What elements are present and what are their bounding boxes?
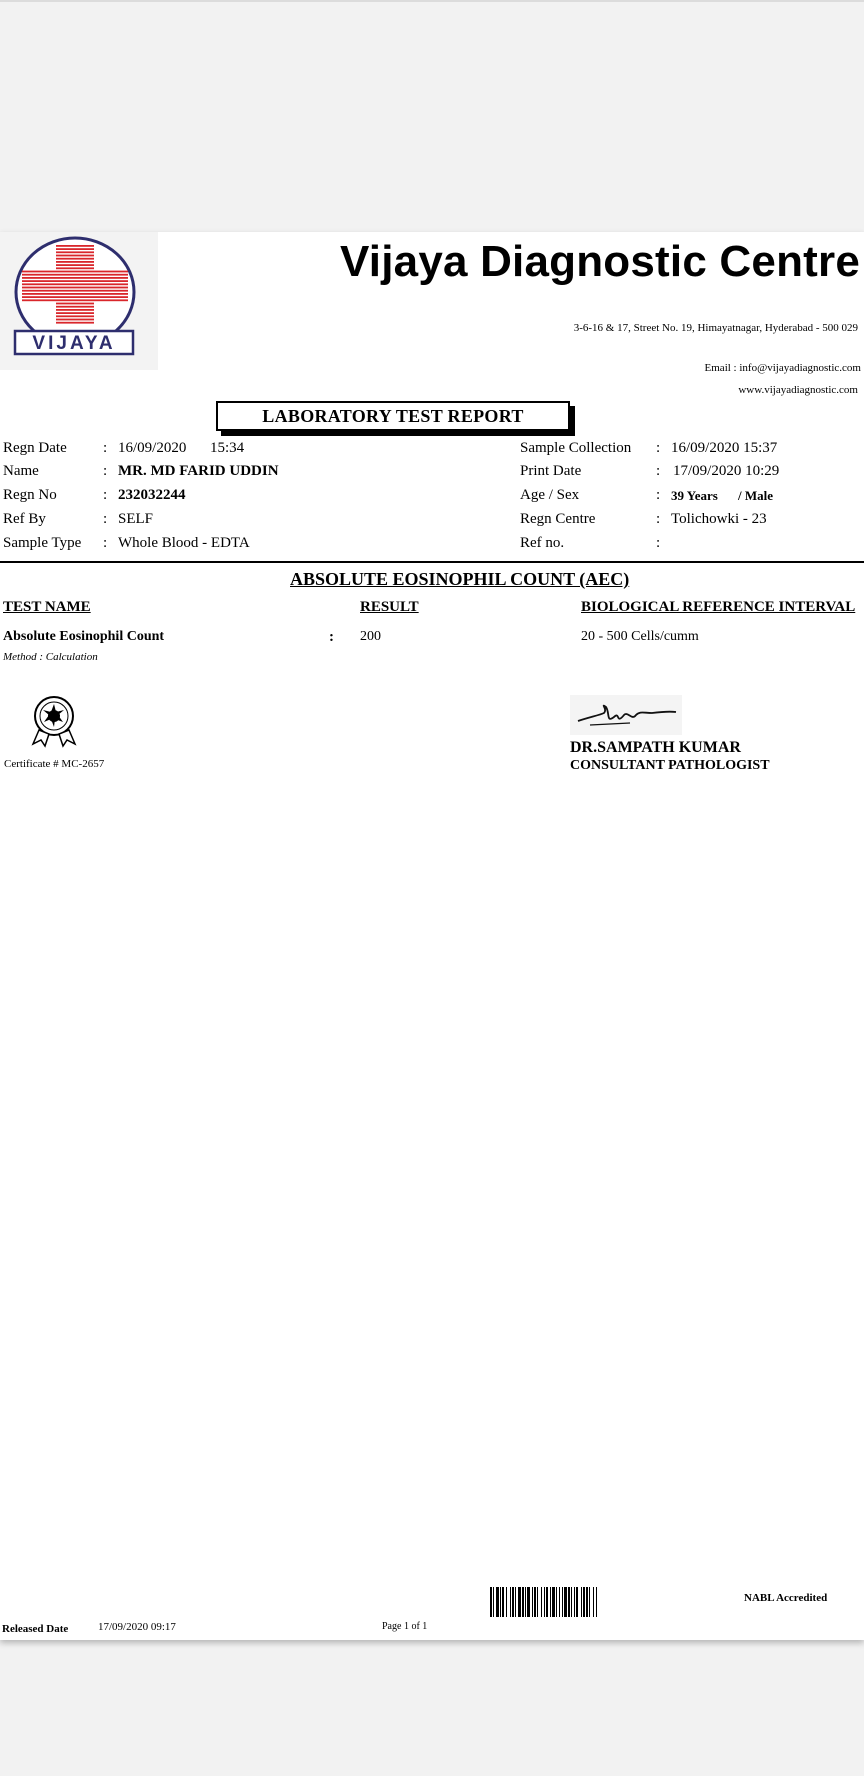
barcode-bar — [593, 1587, 594, 1617]
signature-box — [570, 695, 682, 735]
lab-address: 3-6-16 & 17, Street No. 19, Himayatnagar, Hyderabad - 500 029 — [573, 322, 858, 334]
cross-stripe — [22, 280, 128, 282]
barcode-bar — [576, 1587, 578, 1617]
barcode-icon — [490, 1587, 694, 1617]
col-result: RESULT — [360, 599, 419, 615]
barcode-bar — [534, 1587, 536, 1617]
barcode-bar — [515, 1587, 516, 1617]
barcode-bar — [490, 1587, 492, 1617]
sample-type-sep: : — [103, 535, 108, 551]
cross-stripe — [22, 290, 128, 292]
barcode-bar — [556, 1587, 557, 1617]
cross-stripe — [22, 283, 128, 285]
lab-email: Email : info@vijayadiagnostic.com — [704, 362, 861, 374]
barcode-bar — [596, 1587, 597, 1617]
barcode-bar — [537, 1587, 538, 1617]
regn-date-value: 16/09/2020 — [118, 440, 187, 456]
cross-stripe — [22, 274, 128, 276]
test-ref-interval: 20 - 500 Cells/cumm — [581, 629, 699, 644]
sample-type-label: Sample Type — [3, 535, 82, 551]
barcode-bar — [552, 1587, 555, 1617]
barcode-bar — [550, 1587, 551, 1617]
cross-stripe — [56, 267, 94, 269]
report-page — [0, 232, 864, 1640]
barcode-bar — [527, 1587, 530, 1617]
barcode-bar — [493, 1587, 494, 1617]
name-label: Name — [3, 463, 39, 479]
ref-no-label: Ref no. — [520, 535, 565, 551]
regn-centre-value: Tolichowki - 23 — [671, 511, 767, 527]
regn-no-sep: : — [103, 487, 108, 503]
col-reference-interval: BIOLOGICAL REFERENCE INTERVAL — [581, 599, 856, 615]
cross-stripe — [56, 248, 94, 250]
ref-by-label: Ref By — [3, 511, 46, 527]
barcode-bar — [532, 1587, 533, 1617]
print-date-value: 17/09/2020 10:29 — [673, 463, 780, 479]
col-test-name: TEST NAME — [3, 599, 91, 615]
age-sex-sep: : — [656, 487, 661, 503]
top-divider — [0, 0, 864, 2]
barcode-bar — [562, 1587, 563, 1617]
barcode-bar — [581, 1587, 582, 1617]
cross-stripe — [56, 309, 94, 311]
barcode-bar — [522, 1587, 524, 1617]
cross-stripe — [22, 296, 128, 298]
barcode-bar — [559, 1587, 560, 1617]
cross-stripe — [56, 312, 94, 314]
barcode-bar — [510, 1587, 511, 1617]
barcode-bar — [544, 1587, 545, 1617]
sample-type-value: Whole Blood - EDTA — [118, 535, 250, 551]
lab-name: Vijaya Diagnostic Centre — [340, 237, 860, 286]
barcode-bar — [589, 1587, 590, 1617]
barcode-bar — [541, 1587, 542, 1617]
ref-by-value: SELF — [118, 511, 154, 527]
cross-stripe — [56, 264, 94, 266]
barcode-bar — [568, 1587, 570, 1617]
lab-website: www.vijayadiagnostic.com — [738, 384, 858, 396]
cross-stripe — [56, 315, 94, 317]
cross-stripe — [56, 258, 94, 260]
barcode-bar — [571, 1587, 572, 1617]
regn-time-value: 15:34 — [210, 440, 245, 456]
barcode-bar — [525, 1587, 526, 1617]
age-sex-label: Age / Sex — [520, 487, 580, 503]
regn-centre-sep: : — [656, 511, 661, 527]
certificate-number: Certificate # MC-2657 — [4, 758, 105, 770]
cross-stripe — [56, 245, 94, 247]
cross-stripe — [56, 319, 94, 321]
test-sep: : — [329, 629, 334, 645]
barcode-bar — [518, 1587, 521, 1617]
cross-stripe — [56, 322, 94, 324]
page-number: Page 1 of 1 — [382, 1621, 428, 1632]
cross-stripe — [22, 293, 128, 295]
sample-collection-value: 16/09/2020 15:37 — [671, 440, 778, 456]
logo-text: VIJAYA — [32, 333, 116, 354]
ref-no-sep: : — [656, 535, 661, 551]
released-date-label: Released Date — [2, 1623, 69, 1635]
report-title: LABORATORY TEST REPORT — [216, 401, 570, 431]
age-value: 39 Years — [671, 488, 718, 503]
sample-collection-label: Sample Collection — [520, 440, 632, 456]
test-result: 200 — [360, 629, 381, 644]
test-section-title: ABSOLUTE EOSINOPHIL COUNT (AEC) — [290, 569, 630, 589]
barcode-bar — [583, 1587, 585, 1617]
cross-stripe — [56, 251, 94, 253]
barcode-bar — [500, 1587, 501, 1617]
nabl-emblem-icon — [27, 694, 81, 748]
barcode-bar — [506, 1587, 507, 1617]
regn-no-label: Regn No — [3, 487, 57, 503]
cross-stripe — [22, 277, 128, 279]
ref-by-sep: : — [103, 511, 108, 527]
barcode-bar — [546, 1587, 548, 1617]
red-cross-logo-icon — [0, 232, 158, 370]
nabl-accredited: NABL Accredited — [744, 1592, 828, 1604]
sample-collection-sep: : — [656, 440, 661, 456]
print-date-label: Print Date — [520, 463, 582, 479]
cross-stripe — [22, 271, 128, 273]
regn-date-label: Regn Date — [3, 440, 67, 456]
cross-stripe — [22, 287, 128, 289]
test-method: Method : Calculation — [3, 651, 98, 663]
barcode-bars — [490, 1587, 597, 1617]
test-name: Absolute Eosinophil Count — [3, 629, 165, 644]
cross-stripe — [56, 261, 94, 263]
cross-stripe — [56, 255, 94, 257]
cross-stripe — [56, 306, 94, 308]
print-date-sep: : — [656, 463, 661, 479]
cross-stripe — [22, 299, 128, 301]
signatory-name: DR.SAMPATH KUMAR — [570, 739, 741, 756]
barcode-bar — [502, 1587, 504, 1617]
sex-value: / Male — [738, 488, 774, 503]
report-title-box — [216, 401, 570, 431]
vijaya-logo — [0, 232, 158, 370]
regn-no-value: 232032244 — [118, 487, 186, 503]
barcode-bar — [496, 1587, 499, 1617]
regn-date-sep: : — [103, 440, 108, 456]
regn-centre-label: Regn Centre — [520, 511, 596, 527]
name-sep: : — [103, 463, 108, 479]
barcode-bar — [586, 1587, 588, 1617]
barcode-bar — [564, 1587, 567, 1617]
barcode-bar — [512, 1587, 514, 1617]
signatory-title: CONSULTANT PATHOLOGIST — [570, 758, 770, 773]
released-date-value: 17/09/2020 09:17 — [98, 1621, 176, 1633]
cross-stripe — [56, 303, 94, 305]
barcode-bar — [574, 1587, 575, 1617]
signature-icon — [570, 695, 682, 735]
patient-name: MR. MD FARID UDDIN — [118, 463, 279, 479]
section-divider — [0, 561, 864, 563]
